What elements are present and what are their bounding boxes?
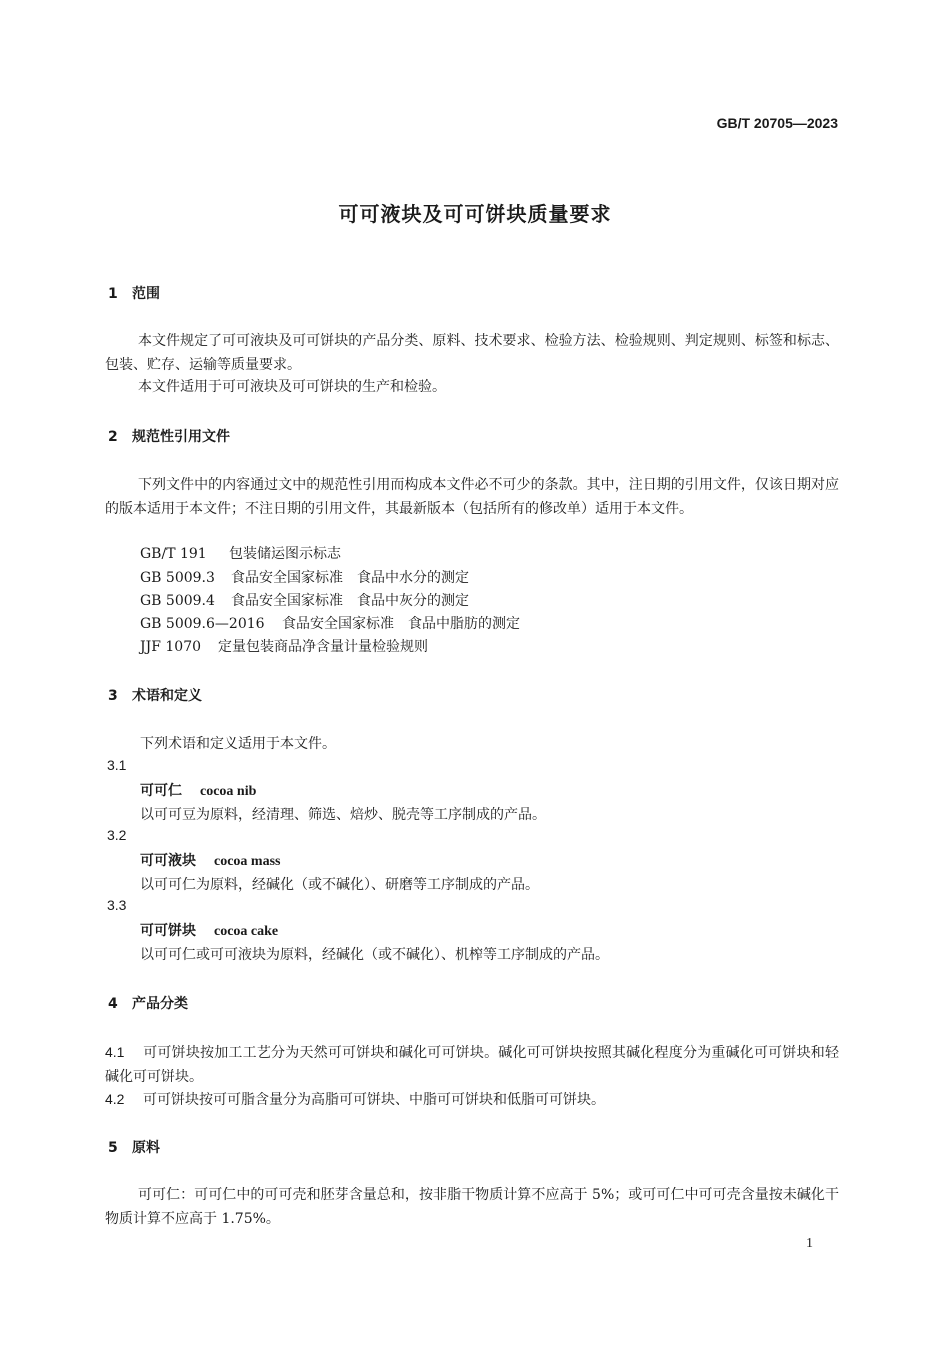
section-2-heading <box>108 426 230 446</box>
reference-name: 食品安全国家标准 食品中水分的测定 <box>231 570 469 586</box>
clause-number: 4.2 <box>105 1091 125 1107</box>
section-2-paragraph-1: 下列文件中的内容通过文中的规范性引用而构成本文件必不可少的条款。其中，注日期的引用文件，仅该日期对应的版本适用于本文件；不注日期的引用文件，其最新版本（包括所有的修改单）适用于本文件。 <box>105 477 839 517</box>
clause-4-1 <box>105 1041 839 1089</box>
section-4-heading <box>108 993 188 1013</box>
section-5-heading <box>108 1137 160 1157</box>
reference-item <box>140 636 428 656</box>
section-title: 术语和定义 <box>132 688 202 704</box>
document-title: 可可液块及可可饼块质量要求 <box>338 202 612 226</box>
section-number: 5 <box>108 1140 118 1156</box>
term-definition: 以可可仁或可可液块为原料，经碱化（或不碱化）、机榨等工序制成的产品。 <box>140 947 609 963</box>
section-title: 产品分类 <box>132 996 188 1012</box>
standard-code: GB/T 20705—2023 <box>716 115 838 131</box>
section-number: 3 <box>108 688 118 704</box>
section-number: 1 <box>108 286 118 302</box>
section-title: 范围 <box>132 286 160 302</box>
reference-name: 定量包装商品净含量计量检验规则 <box>218 639 428 655</box>
reference-code: GB 5009.6—2016 <box>140 616 265 632</box>
reference-item <box>140 567 469 587</box>
page-number: 1 <box>806 1236 813 1251</box>
clause-text: 可可饼块按加工工艺分为天然可可饼块和碱化可可饼块。碱化可可饼块按照其碱化程度分为重碱化可可饼块和轻碱化可可饼块。 <box>105 1045 839 1085</box>
section-1-heading <box>108 283 160 303</box>
reference-item <box>140 543 341 563</box>
term-definition: 以可可仁为原料，经碱化（或不碱化）、研磨等工序制成的产品。 <box>140 877 539 893</box>
section-1-paragraph-2: 本文件适用于可可液块及可可饼块的生产和检验。 <box>138 379 446 395</box>
term-name-cn: 可可液块 <box>140 853 196 869</box>
term-name-cn: 可可仁 <box>140 783 182 799</box>
clause-4-2 <box>105 1088 839 1113</box>
term-name <box>140 780 256 800</box>
reference-name: 食品安全国家标准 食品中灰分的测定 <box>231 593 469 609</box>
term-name-en: cocoa mass <box>214 854 281 869</box>
reference-code: GB 5009.4 <box>140 593 215 609</box>
section-title: 规范性引用文件 <box>132 429 230 445</box>
reference-item <box>140 590 469 610</box>
section-3-heading <box>108 685 202 705</box>
section-number: 2 <box>108 429 118 445</box>
term-name-en: cocoa nib <box>200 784 257 799</box>
term-name <box>140 920 278 940</box>
reference-code: JJF 1070 <box>140 639 202 655</box>
term-definition: 以可可豆为原料，经清理、筛选、焙炒、脱壳等工序制成的产品。 <box>140 807 546 823</box>
section-1-paragraph-1: 本文件规定了可可液块及可可饼块的产品分类、原料、技术要求、检验方法、检验规则、判定规则、标签和标志、包装、贮存、运输等质量要求。 <box>105 333 839 373</box>
term-number: 3.2 <box>107 827 127 843</box>
section-title: 原料 <box>132 1140 160 1156</box>
section-5-paragraph-1: 可可仁：可可仁中的可可壳和胚芽含量总和，按非脂干物质计算不应高于 5%；或可可仁中可可壳含量按未碱化干物质计算不应高于 1.75%。 <box>105 1187 839 1227</box>
reference-code: GB/T 191 <box>140 546 207 562</box>
section-3-intro: 下列术语和定义适用于本文件。 <box>140 736 336 752</box>
term-number: 3.1 <box>107 757 127 773</box>
section-number: 4 <box>108 996 118 1012</box>
reference-name: 食品安全国家标准 食品中脂肪的测定 <box>282 616 520 632</box>
term-name-cn: 可可饼块 <box>140 923 196 939</box>
term-number: 3.3 <box>107 897 127 913</box>
reference-name: 包装储运图示标志 <box>229 546 341 562</box>
reference-code: GB 5009.3 <box>140 570 215 586</box>
clause-number: 4.1 <box>105 1044 125 1060</box>
reference-item <box>140 613 520 633</box>
term-name-en: cocoa cake <box>214 924 279 939</box>
term-name <box>140 850 281 870</box>
clause-text: 可可饼块按可可脂含量分为高脂可可饼块、中脂可可饼块和低脂可可饼块。 <box>143 1092 605 1108</box>
